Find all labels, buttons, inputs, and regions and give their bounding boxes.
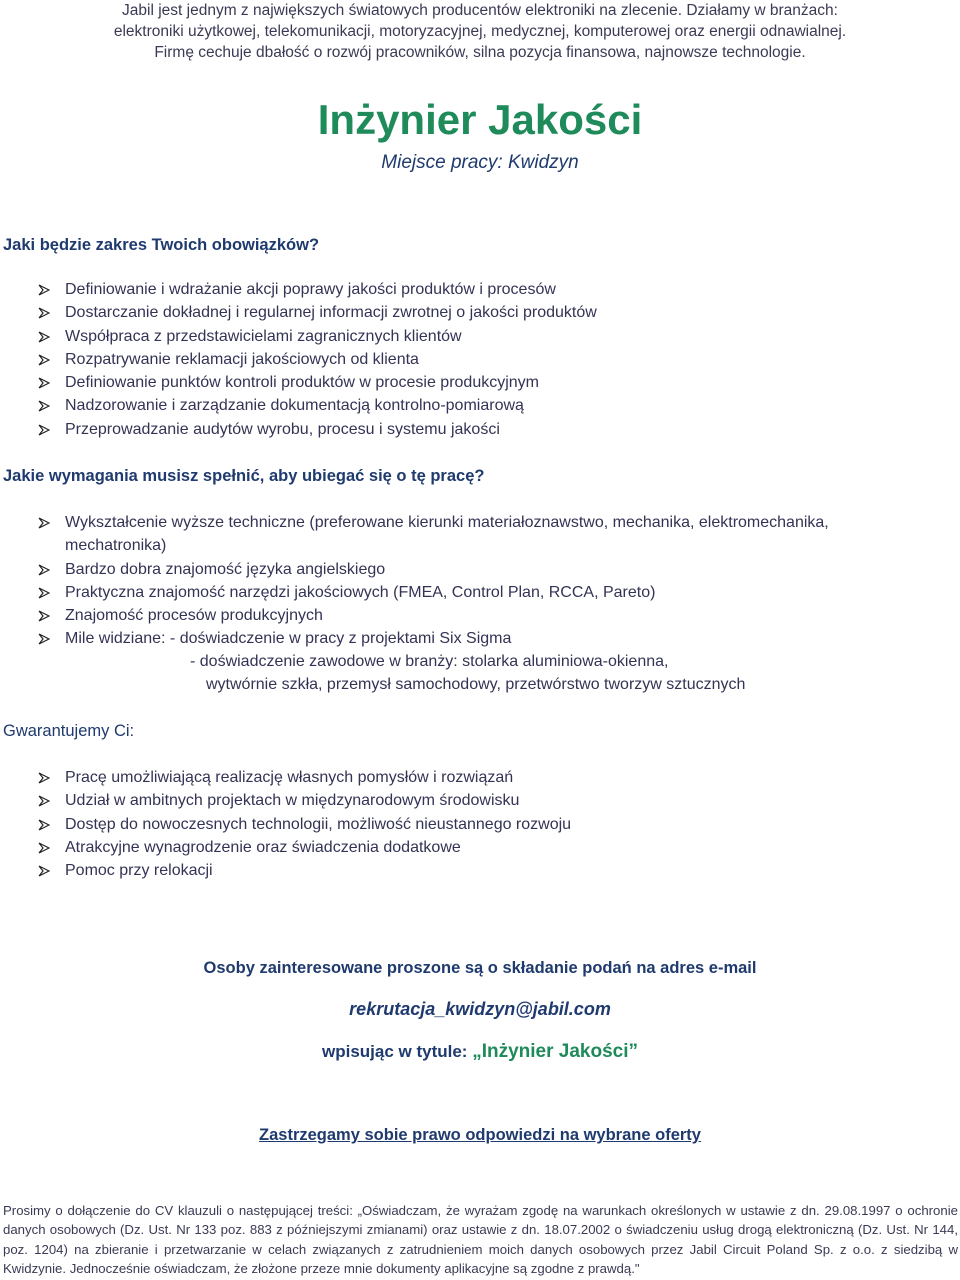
list-item	[0, 371, 960, 394]
duty-text: Nadzorowanie i zarządzanie dokumentacją kontrolno-pomiarową	[65, 397, 524, 415]
list-item	[0, 836, 960, 859]
arrow-bullet-icon	[38, 558, 50, 576]
application-subject	[0, 1040, 960, 1064]
list-item	[0, 766, 960, 789]
offer-text: Atrakcyjne wynagrodzenie oraz świadczenia dodatkowe	[65, 838, 461, 856]
list-item	[0, 859, 960, 882]
reservation-note: Zastrzegamy sobie prawo odpowiedzi na wybrane oferty	[259, 1126, 701, 1144]
list-item	[0, 604, 960, 627]
arrow-bullet-icon	[38, 581, 50, 599]
duty-text: Rozpatrywanie reklamacji jakościowych od klienta	[65, 350, 419, 368]
duty-text: Dostarczanie dokładnej i regularnej informacji zwrotnej o jakości produktów	[65, 304, 597, 322]
list-item	[0, 278, 960, 301]
requirement-text: Praktyczna znajomość narzędzi jakościowych (FMEA, Control Plan, RCCA, Pareto)	[65, 583, 656, 601]
offer-text: Udział w ambitnych projektach w międzynarodowym środowisku	[65, 792, 520, 810]
list-item	[0, 627, 960, 650]
requirement-text-continuation: mechatronika)	[65, 537, 167, 555]
arrow-bullet-icon	[38, 278, 50, 296]
intro-line: Firmę cechuje dbałość o rozwój pracowników, silna pozycja finansowa, najnowsze technologie.	[154, 44, 806, 61]
company-intro	[0, 0, 960, 63]
subject-prefix: wpisując w tytule:	[322, 1042, 473, 1061]
arrow-bullet-icon	[38, 766, 50, 784]
intro-line: elektroniki użytkowej, telekomunikacji, motoryzacyjnej, medycznej, komputerowej oraz energii odnawialnej.	[113, 23, 847, 40]
job-location: Miejsce pracy: Kwidzyn	[381, 152, 579, 173]
offer-text: Pomoc przy relokacji	[65, 862, 213, 880]
offer-list	[0, 766, 960, 882]
list-item	[0, 511, 960, 558]
arrow-bullet-icon	[38, 418, 50, 436]
duty-text: Definiowanie i wdrażanie akcji poprawy jakości produktów i procesów	[65, 281, 556, 298]
duty-text: Współpraca z przedstawicielami zagranicznych klientów	[65, 327, 462, 345]
requirement-extra-line: wytwórnie szkła, przemysł samochodowy, przetwórstwo tworzyw sztucznych	[206, 676, 746, 693]
arrow-bullet-icon	[38, 325, 50, 343]
duties-list	[0, 278, 960, 441]
list-item	[0, 813, 960, 836]
job-title: Inżynier Jakości	[317, 96, 643, 143]
list-item	[0, 558, 960, 581]
duty-text: Przeprowadzanie audytów wyrobu, procesu i systemu jakości	[65, 420, 500, 438]
arrow-bullet-icon	[38, 348, 50, 366]
intro-line: Jabil jest jednym z największych światowych producentów elektroniki na zlecenie. Działamy w branżach:	[122, 2, 838, 19]
duties-heading: Jaki będzie zakres Twoich obowiązków?	[3, 236, 320, 254]
list-item	[0, 394, 960, 417]
arrow-bullet-icon	[38, 813, 50, 831]
offer-text: Pracę umożliwiającą realizację własnych pomysłów i rozwiązań	[65, 769, 514, 786]
arrow-bullet-icon	[38, 371, 50, 389]
arrow-bullet-icon	[38, 859, 50, 877]
list-item	[0, 348, 960, 371]
application-email-link[interactable]	[0, 997, 960, 1021]
subject-value: „Inżynier Jakości”	[472, 1041, 638, 1062]
offer-text: Dostęp do nowoczesnych technologii, możliwość nieustannego rozwoju	[65, 815, 572, 833]
arrow-bullet-icon	[38, 836, 50, 854]
requirement-extra-line: - doświadczenie zawodowe w branży: stolarka aluminiowa-okienna,	[190, 653, 669, 670]
arrow-bullet-icon	[38, 604, 50, 622]
list-item	[0, 789, 960, 812]
requirements-list	[0, 511, 960, 651]
requirements-heading: Jakie wymagania musisz spełnić, aby ubiegać się o tę pracę?	[3, 467, 485, 485]
requirement-text: Mile widziane: - doświadczenie w pracy z projektami Six Sigma	[65, 630, 512, 648]
list-item	[0, 301, 960, 324]
arrow-bullet-icon	[38, 627, 50, 645]
list-item	[0, 581, 960, 604]
arrow-bullet-icon	[38, 394, 50, 412]
arrow-bullet-icon	[38, 789, 50, 807]
requirement-text: Wykształcenie wyższe techniczne (preferowane kierunki materiałoznawstwo, mechanika, elektromechanika,	[65, 514, 829, 531]
gdpr-clause: Prosimy o dołączenie do CV klauzuli o następującej treści: „Oświadczam, że wyrażam zgodę na warunkach określonych w ustawie z dn. 29.08.1997 o ochronie danych osobowych (Dz. Ust. Nr 133 poz. 883 z późniejszymi zmianami) oraz ustawie z dn. 18.07.2002 o świadczeniu usług drogą elektroniczną (Dz. Ust. Nr 144, poz. 1204) na zbieranie i przetwarzanie w celach związanych z zatrudnieniem moich danych osobowych przez Jabil Circuit Poland Sp. z o.o. z siedzibą w Kwidzynie. Jednocześnie oświadczam, że złożone przeze mnie dokumenty aplikacyjne są zgodne z prawdą."	[3, 1203, 958, 1277]
application-instructions: Osoby zainteresowane proszone są o składanie podań na adres e-mail	[203, 959, 757, 977]
arrow-bullet-icon	[38, 511, 50, 529]
list-item	[0, 418, 960, 441]
arrow-bullet-icon	[38, 301, 50, 319]
offer-heading: Gwarantujemy Ci:	[3, 722, 135, 740]
requirement-text: Znajomość procesów produkcyjnych	[65, 607, 323, 625]
list-item	[0, 325, 960, 348]
requirement-text: Bardzo dobra znajomość języka angielskiego	[65, 560, 386, 578]
email-address[interactable]: rekrutacja_kwidzyn@jabil.com	[349, 999, 611, 1019]
duty-text: Definiowanie punktów kontroli produktów w procesie produkcyjnym	[65, 374, 540, 392]
